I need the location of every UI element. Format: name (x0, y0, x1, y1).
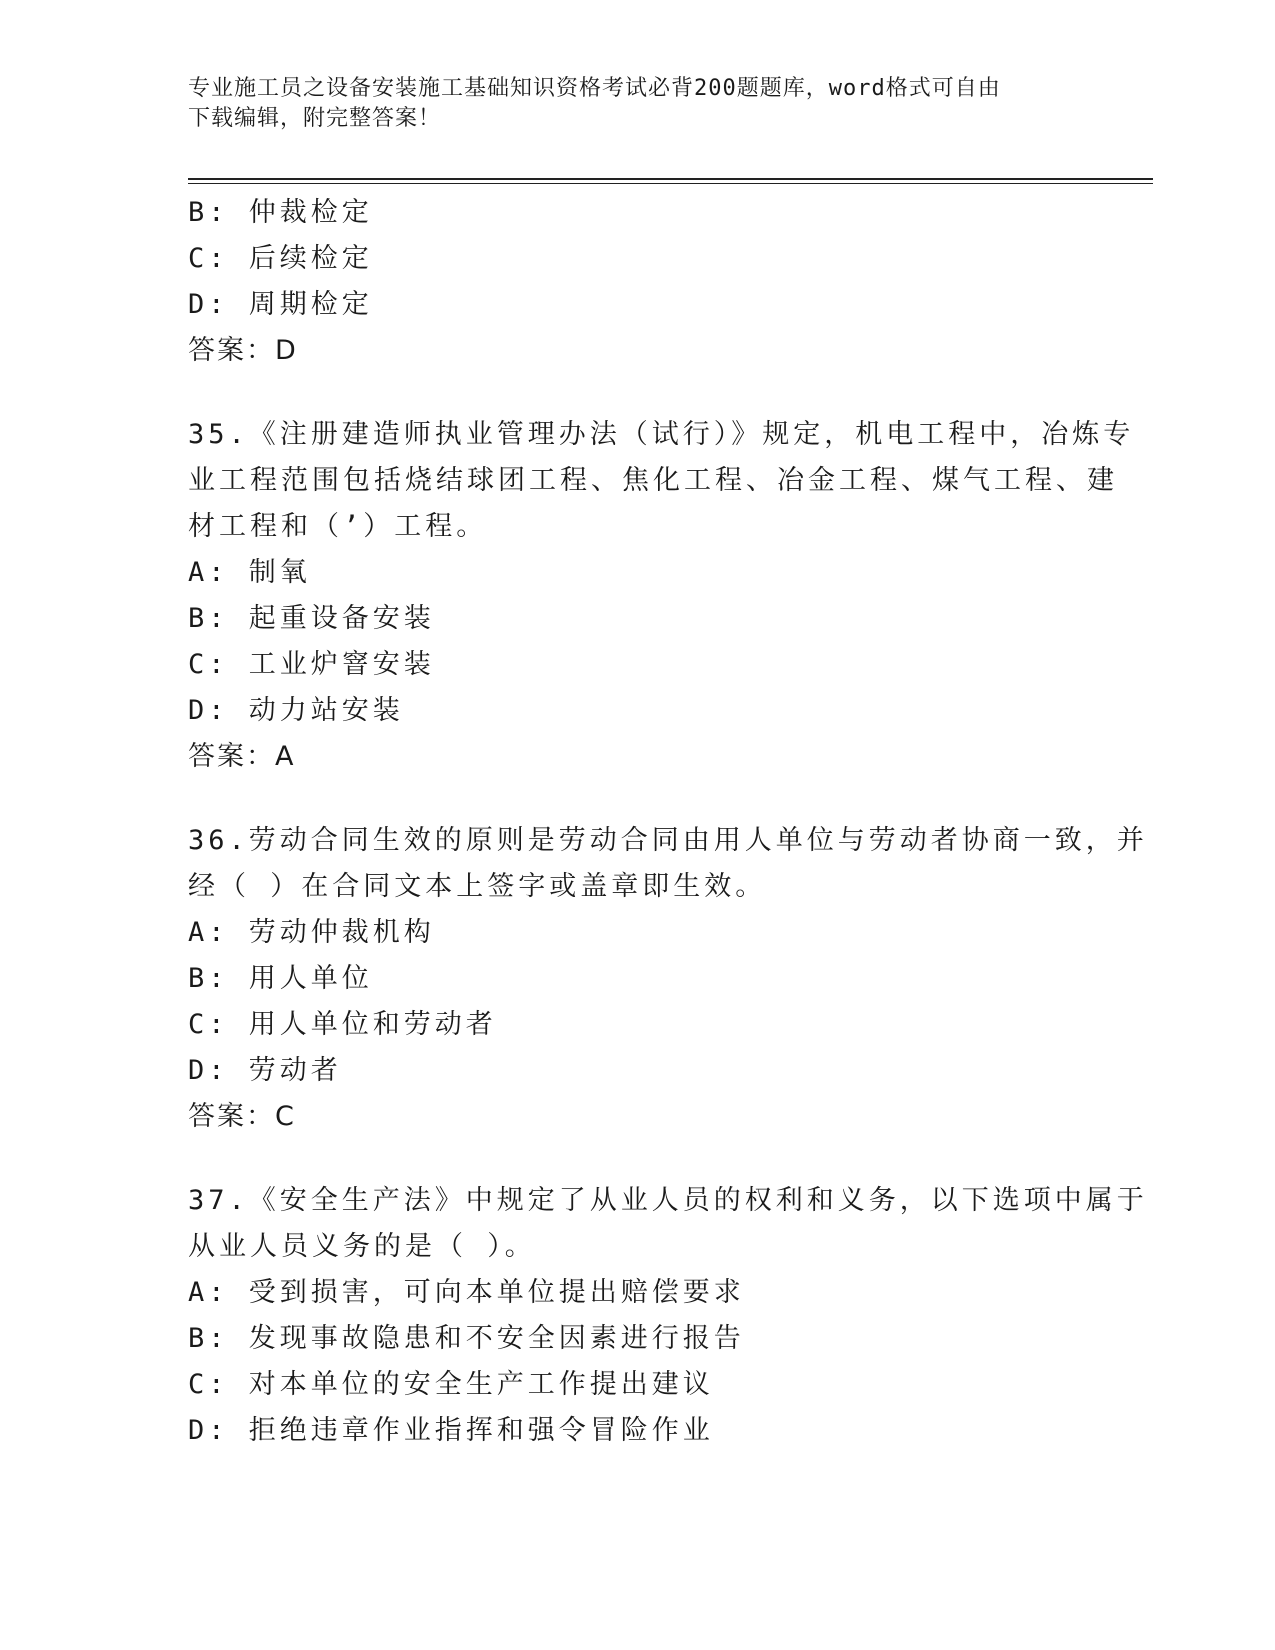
header-divider-thin (188, 183, 1153, 184)
document-header (188, 74, 1088, 134)
header-line-1: 专业施工员之设备安装施工基础知识资格考试必背200题题库，word格式可自由 (188, 76, 1001, 101)
answer-line: 答案：D (188, 335, 298, 366)
question-36-block (188, 818, 1148, 1140)
answer-line: 答案：A (188, 741, 296, 772)
question-text-line: 经（ ）在合同文本上签字或盖章即生效。 (188, 871, 767, 902)
option-c: C: 用人单位和劳动者 (188, 1009, 497, 1040)
option-a: A: 劳动仲裁机构 (188, 917, 435, 948)
option-a: A: 受到损害，可向本单位提出赔偿要求 (188, 1277, 745, 1308)
question-text-line: 材工程和（’）工程。 (188, 511, 488, 542)
question-35-block (188, 412, 1135, 780)
option-d: D: 周期检定 (188, 289, 373, 320)
answer-line: 答案：C (188, 1101, 296, 1132)
option-c: C: 对本单位的安全生产工作提出建议 (188, 1369, 714, 1400)
question-text-line: 36.劳动合同生效的原则是劳动合同由用人单位与劳动者协商一致，并 (188, 825, 1148, 856)
option-d: D: 动力站安装 (188, 695, 404, 726)
option-c: C: 后续检定 (188, 243, 373, 274)
question-37-block (188, 1178, 1148, 1454)
header-line-2: 下载编辑，附完整答案！ (188, 106, 442, 131)
option-b: B: 发现事故隐患和不安全因素进行报告 (188, 1323, 745, 1354)
option-c: C: 工业炉窨安装 (188, 649, 435, 680)
question-text-line: 业工程范围包括烧结球团工程、焦化工程、冶金工程、煤气工程、建 (188, 465, 1118, 496)
option-a: A: 制氧 (188, 557, 311, 588)
question-text-line: 37.《安全生产法》中规定了从业人员的权利和义务，以下选项中属于 (188, 1185, 1148, 1216)
question-list (188, 190, 1148, 1454)
option-d: D: 拒绝违章作业指挥和强令冒险作业 (188, 1415, 714, 1446)
option-b: B: 用人单位 (188, 963, 373, 994)
option-d: D: 劳动者 (188, 1055, 342, 1086)
question-text-line: 从业人员义务的是（ ）。 (188, 1231, 536, 1262)
question-text-line: 35.《注册建造师执业管理办法（试行）》规定，机电工程中，冶炼专 (188, 419, 1135, 450)
option-b: B: 起重设备安装 (188, 603, 435, 634)
question-34-block (188, 190, 1088, 374)
header-divider (188, 178, 1153, 180)
option-b: B: 仲裁检定 (188, 197, 373, 228)
